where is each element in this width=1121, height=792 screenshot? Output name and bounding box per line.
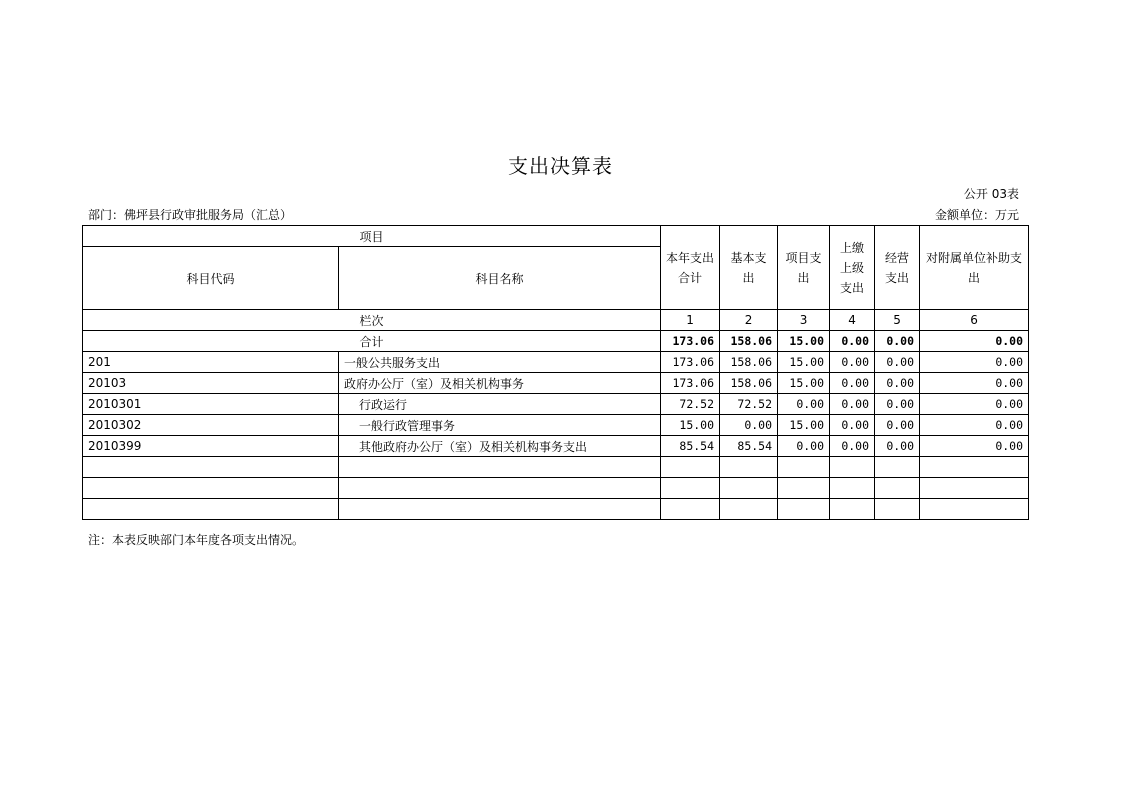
empty-cell (778, 457, 830, 478)
amount-cell: 158.06 (720, 373, 778, 394)
header-subsidy: 对附属单位补助支出 (920, 226, 1029, 310)
empty-cell (920, 457, 1029, 478)
subject-code: 20103 (83, 373, 339, 394)
amount-cell: 0.00 (875, 373, 920, 394)
col-number: 4 (830, 310, 875, 331)
amount-cell: 0.00 (830, 394, 875, 415)
table-row (83, 373, 1029, 394)
amount-cell: 85.54 (661, 436, 720, 457)
subject-code: 2010301 (83, 394, 339, 415)
amount-cell: 0.00 (920, 352, 1029, 373)
amount-cell: 0.00 (778, 436, 830, 457)
total-value: 0.00 (830, 331, 875, 352)
total-row (83, 331, 1029, 352)
empty-cell (778, 478, 830, 499)
total-value: 15.00 (778, 331, 830, 352)
amount-cell: 0.00 (720, 415, 778, 436)
empty-cell (339, 457, 661, 478)
amount-cell: 0.00 (920, 394, 1029, 415)
department-label: 部门：佛坪县行政审批服务局（汇总） (88, 208, 293, 222)
column-index-row (83, 310, 1029, 331)
empty-row (83, 478, 1029, 499)
empty-cell (720, 478, 778, 499)
header-code: 科目代码 (83, 247, 339, 310)
col-number: 5 (875, 310, 920, 331)
amount-cell: 0.00 (830, 415, 875, 436)
amount-cell: 15.00 (778, 352, 830, 373)
footnote: 注：本表反映部门本年度各项支出情况。 (88, 533, 305, 547)
amount-cell: 15.00 (778, 373, 830, 394)
amount-cell: 173.06 (661, 352, 720, 373)
col-number: 6 (920, 310, 1029, 331)
header-total: 本年支出合计 (661, 226, 720, 310)
subject-name: 一般公共服务支出 (339, 352, 661, 373)
row-index-label: 栏次 (83, 310, 661, 331)
amount-cell: 15.00 (661, 415, 720, 436)
form-number: 公开 03表 (963, 187, 1019, 201)
amount-cell: 85.54 (720, 436, 778, 457)
header-item: 项目 (83, 226, 661, 247)
empty-cell (720, 457, 778, 478)
total-value: 158.06 (720, 331, 778, 352)
empty-cell (875, 499, 920, 520)
empty-cell (830, 499, 875, 520)
empty-cell (920, 499, 1029, 520)
header-name: 科目名称 (339, 247, 661, 310)
table-row (83, 394, 1029, 415)
amount-cell: 0.00 (830, 436, 875, 457)
col-number: 1 (661, 310, 720, 331)
expenditure-table (82, 225, 1029, 520)
amount-cell: 0.00 (830, 373, 875, 394)
subject-code: 201 (83, 352, 339, 373)
empty-cell (875, 478, 920, 499)
empty-cell (830, 457, 875, 478)
amount-cell: 0.00 (875, 415, 920, 436)
empty-cell (661, 457, 720, 478)
col-number: 3 (778, 310, 830, 331)
amount-cell: 0.00 (920, 436, 1029, 457)
page-title: 支出决算表 (508, 154, 613, 178)
empty-cell (339, 499, 661, 520)
total-value: 0.00 (875, 331, 920, 352)
empty-row (83, 499, 1029, 520)
table-row (83, 436, 1029, 457)
empty-cell (830, 478, 875, 499)
amount-cell: 173.06 (661, 373, 720, 394)
amount-cell: 0.00 (875, 352, 920, 373)
subject-name: 行政运行 (339, 394, 661, 415)
subject-code: 2010399 (83, 436, 339, 457)
total-value: 173.06 (661, 331, 720, 352)
empty-cell (83, 499, 339, 520)
amount-cell: 0.00 (875, 394, 920, 415)
col-number: 2 (720, 310, 778, 331)
empty-cell (661, 499, 720, 520)
amount-cell: 72.52 (720, 394, 778, 415)
header-business: 经营支出 (875, 226, 920, 310)
table-row (83, 352, 1029, 373)
amount-cell: 0.00 (778, 394, 830, 415)
empty-cell (339, 478, 661, 499)
subject-name: 一般行政管理事务 (339, 415, 661, 436)
subject-code: 2010302 (83, 415, 339, 436)
amount-cell: 72.52 (661, 394, 720, 415)
empty-cell (83, 478, 339, 499)
empty-cell (720, 499, 778, 520)
amount-unit-label: 金额单位：万元 (934, 208, 1019, 222)
amount-cell: 0.00 (830, 352, 875, 373)
header-basic: 基本支出 (720, 226, 778, 310)
subject-name: 其他政府办公厅（室）及相关机构事务支出 (339, 436, 661, 457)
total-value: 0.00 (920, 331, 1029, 352)
amount-cell: 158.06 (720, 352, 778, 373)
empty-cell (778, 499, 830, 520)
empty-row (83, 457, 1029, 478)
header-project: 项目支出 (778, 226, 830, 310)
table-row (83, 415, 1029, 436)
amount-cell: 0.00 (920, 373, 1029, 394)
amount-cell: 0.00 (920, 415, 1029, 436)
header-remit: 上缴上级支出 (830, 226, 875, 310)
empty-cell (875, 457, 920, 478)
amount-cell: 0.00 (875, 436, 920, 457)
amount-cell: 15.00 (778, 415, 830, 436)
empty-cell (920, 478, 1029, 499)
empty-cell (661, 478, 720, 499)
subject-name: 政府办公厅（室）及相关机构事务 (339, 373, 661, 394)
total-label: 合计 (83, 331, 661, 352)
header-row-1 (83, 226, 1029, 247)
empty-cell (83, 457, 339, 478)
